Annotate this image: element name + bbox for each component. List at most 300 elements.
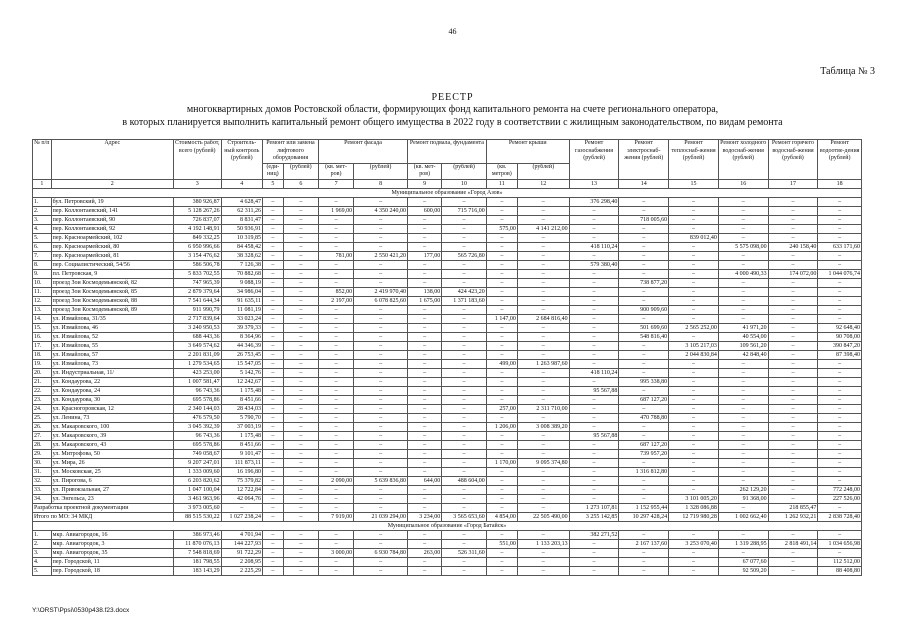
address-cell: пер. Красноармейский, 80	[51, 242, 173, 251]
row-number-cell: 23.	[33, 395, 52, 404]
value-cell: 423 253,00	[173, 368, 221, 377]
value-cell: –	[442, 404, 487, 413]
column-number: 15	[669, 179, 719, 188]
value-cell: 2 044 830,84	[669, 350, 719, 359]
address-cell: ул. Кондаурова, 24	[51, 386, 173, 395]
value-cell: –	[669, 422, 719, 431]
value-cell: –	[818, 413, 862, 422]
value-cell: –	[718, 206, 768, 215]
value-cell: 6 930 784,80	[354, 548, 408, 557]
value-cell: –	[517, 377, 569, 386]
row-number-cell: 32.	[33, 476, 52, 485]
value-cell: 92 509,20	[718, 566, 768, 575]
value-cell: 726 837,07	[173, 215, 221, 224]
value-cell: 382 271,52	[569, 530, 619, 539]
summary-value-cell: –	[221, 503, 262, 512]
table-row	[33, 539, 862, 548]
value-cell: –	[263, 440, 284, 449]
value-cell: –	[263, 422, 284, 431]
value-cell: –	[669, 287, 719, 296]
value-cell: 2 197,00	[318, 296, 353, 305]
value-cell: –	[818, 368, 862, 377]
value-cell: 2 167 137,60	[619, 539, 669, 548]
value-cell: –	[569, 566, 619, 575]
value-cell: –	[486, 368, 517, 377]
row-number-cell: 15.	[33, 323, 52, 332]
value-cell: 112 512,00	[818, 557, 862, 566]
summary-value-cell: –	[263, 512, 284, 521]
value-cell: 40 554,00	[718, 332, 768, 341]
value-cell: –	[354, 386, 408, 395]
summary-value-cell: 3 973 005,60	[173, 503, 221, 512]
value-cell: –	[283, 422, 318, 431]
value-cell: –	[486, 260, 517, 269]
value-cell: –	[354, 557, 408, 566]
row-number-cell: 33.	[33, 485, 52, 494]
header-roof-sqm: (кв. метров)	[486, 163, 517, 179]
header-heat: Ремонт теплоснаб-жения (рублей)	[669, 140, 719, 180]
row-number-cell: 19.	[33, 359, 52, 368]
value-cell: –	[718, 458, 768, 467]
value-cell: –	[318, 197, 353, 206]
value-cell: 3 000,00	[318, 548, 353, 557]
registry-table	[32, 139, 862, 576]
value-cell: 6 203 820,62	[173, 476, 221, 485]
column-number: 2	[51, 179, 173, 188]
value-cell: 3 649 574,62	[173, 341, 221, 350]
row-number-cell: 29.	[33, 449, 52, 458]
value-cell: –	[569, 278, 619, 287]
value-cell: –	[283, 440, 318, 449]
value-cell: –	[486, 449, 517, 458]
value-cell: –	[486, 341, 517, 350]
value-cell: 15 547,05	[221, 359, 262, 368]
document-title: РЕЕСТР	[431, 92, 474, 103]
value-cell: 2 818 491,14	[768, 539, 818, 548]
summary-value-cell: 22 505 490,00	[517, 512, 569, 521]
column-number: 4	[221, 179, 262, 188]
value-cell: –	[354, 467, 408, 476]
value-cell: –	[818, 305, 862, 314]
value-cell: –	[718, 431, 768, 440]
row-number-cell: 12.	[33, 296, 52, 305]
value-cell: –	[718, 422, 768, 431]
value-cell: –	[669, 314, 719, 323]
summary-value-cell: –	[408, 503, 442, 512]
value-cell: –	[768, 566, 818, 575]
value-cell: 1 133 203,13	[517, 539, 569, 548]
value-cell: –	[283, 269, 318, 278]
value-cell: –	[818, 386, 862, 395]
summary-value-cell: 1 328 086,88	[669, 503, 719, 512]
value-cell: –	[486, 242, 517, 251]
value-cell: –	[283, 260, 318, 269]
value-cell: –	[669, 440, 719, 449]
value-cell: –	[283, 386, 318, 395]
value-cell: –	[442, 539, 487, 548]
address-cell: ул. Измайлова, 46	[51, 323, 173, 332]
value-cell: 470 788,80	[619, 413, 669, 422]
value-cell: –	[318, 242, 353, 251]
value-cell: –	[263, 350, 284, 359]
value-cell: 380 926,87	[173, 197, 221, 206]
value-cell: –	[408, 350, 442, 359]
value-cell: –	[669, 404, 719, 413]
value-cell: –	[263, 566, 284, 575]
value-cell: 548 816,40	[619, 332, 669, 341]
column-number: 11	[486, 179, 517, 188]
value-cell: –	[569, 359, 619, 368]
table-body	[33, 188, 862, 575]
value-cell: –	[283, 197, 318, 206]
value-cell: –	[486, 296, 517, 305]
total-row	[33, 512, 862, 521]
column-number: 14	[619, 179, 669, 188]
table-row	[33, 314, 862, 323]
value-cell: –	[263, 341, 284, 350]
value-cell: –	[486, 215, 517, 224]
value-cell: –	[619, 269, 669, 278]
value-cell: –	[619, 197, 669, 206]
address-cell: мкр. Авиагородок, 3	[51, 539, 173, 548]
value-cell: –	[263, 206, 284, 215]
header-facade-rub: (рублей)	[354, 163, 408, 179]
value-cell: –	[517, 260, 569, 269]
table-row	[33, 485, 862, 494]
address-cell: пер. Красноармейский, 81	[51, 251, 173, 260]
summary-value-cell: –	[718, 503, 768, 512]
value-cell: –	[408, 305, 442, 314]
value-cell: –	[569, 539, 619, 548]
value-cell: –	[818, 197, 862, 206]
value-cell: –	[486, 269, 517, 278]
value-cell: –	[517, 530, 569, 539]
value-cell: 5 639 836,80	[354, 476, 408, 485]
address-cell: ул. Энгельса, 23	[51, 494, 173, 503]
row-number-cell: 3.	[33, 215, 52, 224]
table-row	[33, 458, 862, 467]
value-cell: –	[283, 413, 318, 422]
value-cell: –	[408, 467, 442, 476]
table-row	[33, 404, 862, 413]
value-cell: –	[486, 287, 517, 296]
value-cell: –	[768, 278, 818, 287]
header-basement-sqm: (кв. мет-ров)	[408, 163, 442, 179]
table-row	[33, 278, 862, 287]
value-cell: –	[283, 359, 318, 368]
value-cell: –	[818, 206, 862, 215]
value-cell: –	[669, 467, 719, 476]
value-cell: –	[768, 530, 818, 539]
address-cell: ул. Красногоровская, 12	[51, 404, 173, 413]
value-cell: 95 567,88	[569, 431, 619, 440]
column-number: 7	[318, 179, 353, 188]
value-cell: –	[318, 467, 353, 476]
value-cell: –	[818, 440, 862, 449]
value-cell: –	[486, 233, 517, 242]
value-cell: 2 717 839,64	[173, 314, 221, 323]
value-cell: –	[569, 476, 619, 485]
value-cell: –	[768, 368, 818, 377]
value-cell: –	[263, 278, 284, 287]
row-number-cell: 34.	[33, 494, 52, 503]
row-number-cell: 8.	[33, 260, 52, 269]
column-number: 16	[718, 179, 768, 188]
value-cell: –	[263, 287, 284, 296]
value-cell: –	[768, 287, 818, 296]
table-row	[33, 422, 862, 431]
value-cell: –	[486, 548, 517, 557]
value-cell: –	[517, 341, 569, 350]
value-cell: –	[718, 224, 768, 233]
header-elec: Ремонт электроснаб-жения (рублей)	[619, 140, 669, 180]
row-number-cell: 25.	[33, 413, 52, 422]
value-cell: –	[818, 278, 862, 287]
value-cell: –	[318, 440, 353, 449]
value-cell: –	[569, 395, 619, 404]
value-cell: 3 045 392,39	[173, 422, 221, 431]
summary-value-cell: 2 838 728,40	[818, 512, 862, 521]
value-cell: –	[517, 548, 569, 557]
value-cell: –	[718, 404, 768, 413]
value-cell: 3 154 476,62	[173, 251, 221, 260]
table-row	[33, 260, 862, 269]
value-cell: –	[619, 494, 669, 503]
value-cell: –	[408, 566, 442, 575]
value-cell: –	[619, 233, 669, 242]
value-cell: 2 550 421,20	[354, 251, 408, 260]
value-cell: –	[818, 260, 862, 269]
value-cell: –	[569, 206, 619, 215]
address-cell: ул. Ленина, 73	[51, 413, 173, 422]
value-cell: –	[517, 368, 569, 377]
value-cell: –	[818, 449, 862, 458]
value-cell: –	[718, 260, 768, 269]
value-cell: –	[442, 215, 487, 224]
value-cell: –	[263, 314, 284, 323]
value-cell: –	[718, 305, 768, 314]
value-cell: 5 790,70	[221, 413, 262, 422]
row-number-cell: 26.	[33, 422, 52, 431]
value-cell: –	[517, 269, 569, 278]
value-cell: 575,00	[486, 224, 517, 233]
address-cell: ул. Измайлова, 73	[51, 359, 173, 368]
value-cell: –	[283, 467, 318, 476]
value-cell: –	[569, 422, 619, 431]
value-cell: –	[569, 440, 619, 449]
value-cell: –	[486, 485, 517, 494]
column-number: 10	[442, 179, 487, 188]
value-cell: 5 575 098,00	[718, 242, 768, 251]
value-cell: –	[486, 557, 517, 566]
value-cell: –	[569, 548, 619, 557]
value-cell: –	[442, 350, 487, 359]
value-cell: –	[408, 449, 442, 458]
address-cell: ул. Мира, 26	[51, 458, 173, 467]
value-cell: –	[408, 458, 442, 467]
address-cell: пл. Петровская, 9	[51, 269, 173, 278]
value-cell: –	[768, 548, 818, 557]
value-cell: 8 451,66	[221, 440, 262, 449]
row-number-cell: 31.	[33, 467, 52, 476]
value-cell: –	[718, 476, 768, 485]
value-cell: –	[354, 440, 408, 449]
value-cell: 28 434,03	[221, 404, 262, 413]
value-cell: –	[818, 467, 862, 476]
value-cell: –	[263, 539, 284, 548]
value-cell: –	[283, 494, 318, 503]
value-cell: 488 604,00	[442, 476, 487, 485]
value-cell: –	[818, 287, 862, 296]
value-cell: 3 253 070,40	[669, 539, 719, 548]
table-row	[33, 440, 862, 449]
value-cell: –	[768, 260, 818, 269]
value-cell: –	[283, 557, 318, 566]
row-number-cell: 7.	[33, 251, 52, 260]
value-cell: –	[818, 377, 862, 386]
address-cell: пер. Коллонтаевский, 92	[51, 224, 173, 233]
value-cell: –	[669, 242, 719, 251]
value-cell: –	[354, 368, 408, 377]
table-row	[33, 215, 862, 224]
value-cell: –	[263, 215, 284, 224]
value-cell: –	[619, 458, 669, 467]
header-roof: Ремонт крыши	[486, 140, 569, 164]
table-row	[33, 206, 862, 215]
value-cell: 5 833 702,55	[173, 269, 221, 278]
address-cell: мкр. Авиагородок, 35	[51, 548, 173, 557]
value-cell: –	[619, 314, 669, 323]
address-cell: ул. Кондаурова, 30	[51, 395, 173, 404]
row-number-cell: 20.	[33, 368, 52, 377]
value-cell: 2 208,95	[221, 557, 262, 566]
value-cell: –	[517, 323, 569, 332]
value-cell: –	[818, 431, 862, 440]
value-cell: –	[283, 332, 318, 341]
value-cell: –	[354, 242, 408, 251]
value-cell: –	[442, 359, 487, 368]
row-number-cell: 21.	[33, 377, 52, 386]
value-cell: 1 319 288,95	[718, 539, 768, 548]
table-row	[33, 197, 862, 206]
value-cell: –	[486, 197, 517, 206]
value-cell: –	[408, 314, 442, 323]
value-cell: 9 101,47	[221, 449, 262, 458]
value-cell: –	[768, 350, 818, 359]
value-cell: –	[354, 395, 408, 404]
value-cell: –	[283, 233, 318, 242]
value-cell: –	[354, 413, 408, 422]
value-cell: –	[263, 368, 284, 377]
value-cell: –	[263, 296, 284, 305]
value-cell: –	[486, 305, 517, 314]
summary-value-cell: 3 255 142,85	[569, 512, 619, 521]
address-cell: проезд Зои Космодемьянской, 82	[51, 278, 173, 287]
value-cell: 1 170,00	[486, 458, 517, 467]
value-cell: 911 990,79	[173, 305, 221, 314]
value-cell: –	[619, 224, 669, 233]
table-label: Таблица № 3	[820, 66, 875, 77]
row-number-cell: 1.	[33, 530, 52, 539]
row-number-cell: 10.	[33, 278, 52, 287]
value-cell: –	[569, 314, 619, 323]
value-cell: –	[283, 350, 318, 359]
column-number: 5	[263, 179, 284, 188]
value-cell: –	[569, 224, 619, 233]
value-cell: –	[517, 440, 569, 449]
row-number-cell: 17.	[33, 341, 52, 350]
value-cell: 2 201 831,09	[173, 350, 221, 359]
table-row	[33, 395, 862, 404]
summary-value-cell: 21 039 294,00	[354, 512, 408, 521]
value-cell: –	[442, 341, 487, 350]
value-cell: –	[318, 269, 353, 278]
value-cell: 9 207 247,01	[173, 458, 221, 467]
value-cell: 138,00	[408, 287, 442, 296]
summary-value-cell: 12 719 980,28	[669, 512, 719, 521]
value-cell: 1 175,48	[221, 431, 262, 440]
value-cell: 33 023,24	[221, 314, 262, 323]
section-header-row	[33, 188, 862, 197]
value-cell: 3 105 217,03	[669, 341, 719, 350]
table-row	[33, 566, 862, 575]
value-cell: –	[818, 476, 862, 485]
value-cell: –	[768, 422, 818, 431]
value-cell: –	[768, 386, 818, 395]
value-cell: 26 753,45	[221, 350, 262, 359]
value-cell: 687 127,20	[619, 440, 669, 449]
value-cell: –	[818, 314, 862, 323]
value-cell: –	[283, 287, 318, 296]
value-cell: 111 873,11	[221, 458, 262, 467]
value-cell: –	[768, 341, 818, 350]
address-cell: пер. Красноармейский, 102	[51, 233, 173, 242]
value-cell: –	[818, 404, 862, 413]
value-cell: 4 141 212,00	[517, 224, 569, 233]
value-cell: –	[318, 413, 353, 422]
value-cell: –	[619, 350, 669, 359]
value-cell: –	[354, 449, 408, 458]
value-cell: 4 701,94	[221, 530, 262, 539]
column-number: 13	[569, 179, 619, 188]
value-cell: –	[283, 476, 318, 485]
value-cell: 38 328,62	[221, 251, 262, 260]
value-cell: –	[669, 206, 719, 215]
value-cell: 1 147,00	[486, 314, 517, 323]
value-cell: 11 870 076,13	[173, 539, 221, 548]
value-cell: –	[619, 251, 669, 260]
value-cell: –	[283, 404, 318, 413]
value-cell: 418 110,24	[569, 242, 619, 251]
value-cell: –	[768, 323, 818, 332]
value-cell: 2 090,00	[318, 476, 353, 485]
value-cell: –	[818, 422, 862, 431]
value-cell: –	[718, 548, 768, 557]
value-cell: –	[442, 566, 487, 575]
value-cell: –	[354, 332, 408, 341]
value-cell: –	[354, 359, 408, 368]
value-cell: –	[569, 215, 619, 224]
row-number-cell: 3.	[33, 548, 52, 557]
value-cell: 4 000 490,33	[718, 269, 768, 278]
value-cell: –	[263, 476, 284, 485]
header-num: № п/п	[33, 140, 52, 180]
row-number-cell: 16.	[33, 332, 52, 341]
address-cell: бул. Петровский, 19	[51, 197, 173, 206]
value-cell: –	[283, 368, 318, 377]
value-cell: –	[569, 485, 619, 494]
document-subtitle-line-1: многоквартирных домов Ростовской области, формирующих фонд капитального ремонта на счете регионального оператора,	[186, 104, 719, 115]
